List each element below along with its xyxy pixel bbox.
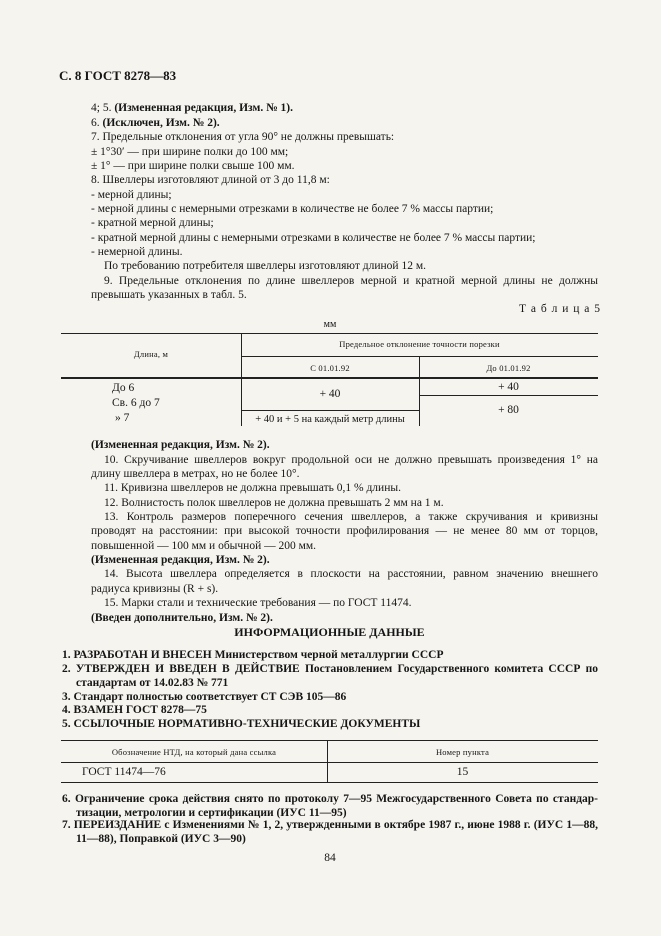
table5-before-b: + 80	[498, 404, 519, 416]
item-8e: - немерной длины.	[91, 246, 183, 258]
ref-table-head-rule	[61, 762, 598, 763]
table5-row-3: » 7	[115, 412, 130, 424]
item-7b: ± 1° — при ширине полки свыше 100 мм.	[91, 160, 295, 172]
item-13-line2: проводят на расстоянии: при высокой точности профилирования — не менее 80 мм от торцов,	[91, 525, 598, 537]
item-4-5-prefix: 4; 5.	[91, 102, 112, 114]
item-8c: - кратной мерной длины;	[91, 217, 214, 229]
item-10-line2: длину швеллера в метрах, но не более 10°.	[91, 468, 300, 480]
item-15: 15. Марки стали и технические требования — по ГОСТ 11474.	[104, 597, 412, 609]
info-item-6-line2: тизации, метрологии и сертификации (ИУС 11—95)	[76, 807, 347, 819]
info-item-6-line1: 6. Ограничение срока действия снято по протоколу 7—95 Межгосударственного Совета по стандар-	[62, 793, 598, 805]
table5-caption: Т а б л и ц а 5	[519, 303, 602, 315]
ref-num: 15	[456, 766, 469, 778]
table5-cell-rule-left	[241, 410, 419, 411]
table5-from-b: + 40 и + 5 на каждый метр длины	[255, 414, 405, 425]
ref-doc: ГОСТ 11474—76	[82, 766, 166, 778]
table5-from-a: + 40	[319, 388, 341, 400]
item-9-line2: превышать указанных в табл. 5.	[91, 289, 247, 301]
note-amended-2b: (Измененная редакция, Изм. № 2).	[91, 554, 270, 566]
item-8d: - кратной мерной длины с немерными отрезками в количестве не более 7 % массы партии;	[91, 232, 536, 244]
info-item-7-line2: 11—88), Поправкой (ИУС 3—90)	[76, 833, 246, 845]
table5-row-2: Св. 6 до 7	[112, 397, 160, 409]
item-8b: - мерной длины с немерными отрезками в количестве не более 7 % массы партии;	[91, 203, 494, 215]
table5-col-before: До 01.01.92	[486, 363, 531, 373]
ref-table-bottom-rule	[61, 782, 598, 783]
table5-before-a: + 40	[498, 381, 519, 393]
item-6	[91, 116, 220, 130]
table5-head-rule	[61, 377, 598, 379]
item-10-line1: 10. Скручивание швеллеров вокруг продольной оси не должно превышать произведения 1° на	[104, 454, 598, 466]
item-7a: ± 1°30′ — при ширине полки до 100 мм;	[91, 146, 289, 158]
item-11: 11. Кривизна швеллеров не должна превышать 0,1 % длины.	[104, 482, 401, 494]
item-8f: По требованию потребителя швеллеры изготовляют длиной 12 м.	[104, 260, 426, 272]
table5-cell-rule-right	[419, 395, 598, 396]
item-14-line2: радиуса кривизны (R + s).	[91, 583, 219, 595]
table5-sub-rule	[241, 356, 598, 357]
item-4-5-note: (Измененная редакция, Изм. № 1).	[114, 102, 293, 114]
table5-unit: мм	[323, 319, 337, 330]
info-item-3: 3. Стандарт полностью соответствует СТ СЭВ 105—86	[62, 691, 347, 703]
item-12: 12. Волнистость полок швеллеров не должна превышать 2 мм на 1 м.	[104, 497, 444, 509]
table5-col-group: Предельное отклонение точности порезки	[339, 339, 500, 349]
item-8a: - мерной длины;	[91, 189, 172, 201]
item-14-line1: 14. Высота швеллера определяется в плоскости на расстоянии, равном значению внешнего	[104, 568, 598, 580]
ref-col-num: Номер пункта	[435, 747, 490, 757]
info-item-2-line2: стандартам от 14.02.83 № 771	[76, 677, 229, 689]
item-7: 7. Предельные отклонения от угла 90° не должны превышать:	[91, 131, 395, 143]
ref-table-top-rule	[61, 740, 598, 741]
info-item-7-line1: 7. ПЕРЕИЗДАНИЕ с Изменениями № 1, 2, утвержденными в октябре 1987 г., июне 1988 г. (ИУС 1—88,	[62, 819, 598, 831]
info-item-5: 5. ССЫЛОЧНЫЕ НОРМАТИВНО-ТЕХНИЧЕСКИЕ ДОКУМЕНТЫ	[62, 718, 421, 730]
ref-col-doc: Обозначение НТД, на который дана ссылка	[111, 747, 277, 757]
item-6-note: (Исключен, Изм. № 2).	[102, 117, 220, 129]
table5-col-length: Длина, м	[133, 349, 169, 359]
note-amended-2a: (Измененная редакция, Изм. № 2).	[91, 439, 270, 451]
info-item-4: 4. ВЗАМЕН ГОСТ 8278—75	[62, 704, 207, 716]
table5-top-rule	[61, 333, 598, 334]
item-4-5	[91, 101, 293, 115]
page-header: С. 8 ГОСТ 8278—83	[59, 68, 177, 83]
page-number: 84	[324, 852, 336, 864]
table5-col-from: С 01.01.92	[310, 363, 350, 373]
table5-row-1: До 6	[112, 382, 135, 394]
item-8: 8. Швеллеры изготовляют длиной от 3 до 11,8 м:	[91, 174, 330, 186]
info-item-1: 1. РАЗРАБОТАН И ВНЕСЕН Министерством черной металлургии СССР	[62, 649, 444, 661]
item-13-line1: 13. Контроль размеров поперечного сечения швеллеров, а также скручивания и кривизны	[104, 511, 598, 523]
info-title: ИНФОРМАЦИОННЫЕ ДАННЫЕ	[234, 625, 425, 639]
note-added-2: (Введен дополнительно, Изм. № 2).	[91, 612, 273, 624]
item-6-prefix: 6.	[91, 117, 100, 129]
info-item-2-line1: 2. УТВЕРЖДЕН И ВВЕДЕН В ДЕЙСТВИЕ Постановлением Государственного комитета СССР по	[62, 663, 598, 675]
item-13-line3: повышенной — 100 мм и обычной — 200 мм.	[91, 540, 317, 552]
item-9-line1: 9. Предельные отклонения по длине швеллеров мерной и кратной мерной длины не должны	[104, 275, 598, 287]
